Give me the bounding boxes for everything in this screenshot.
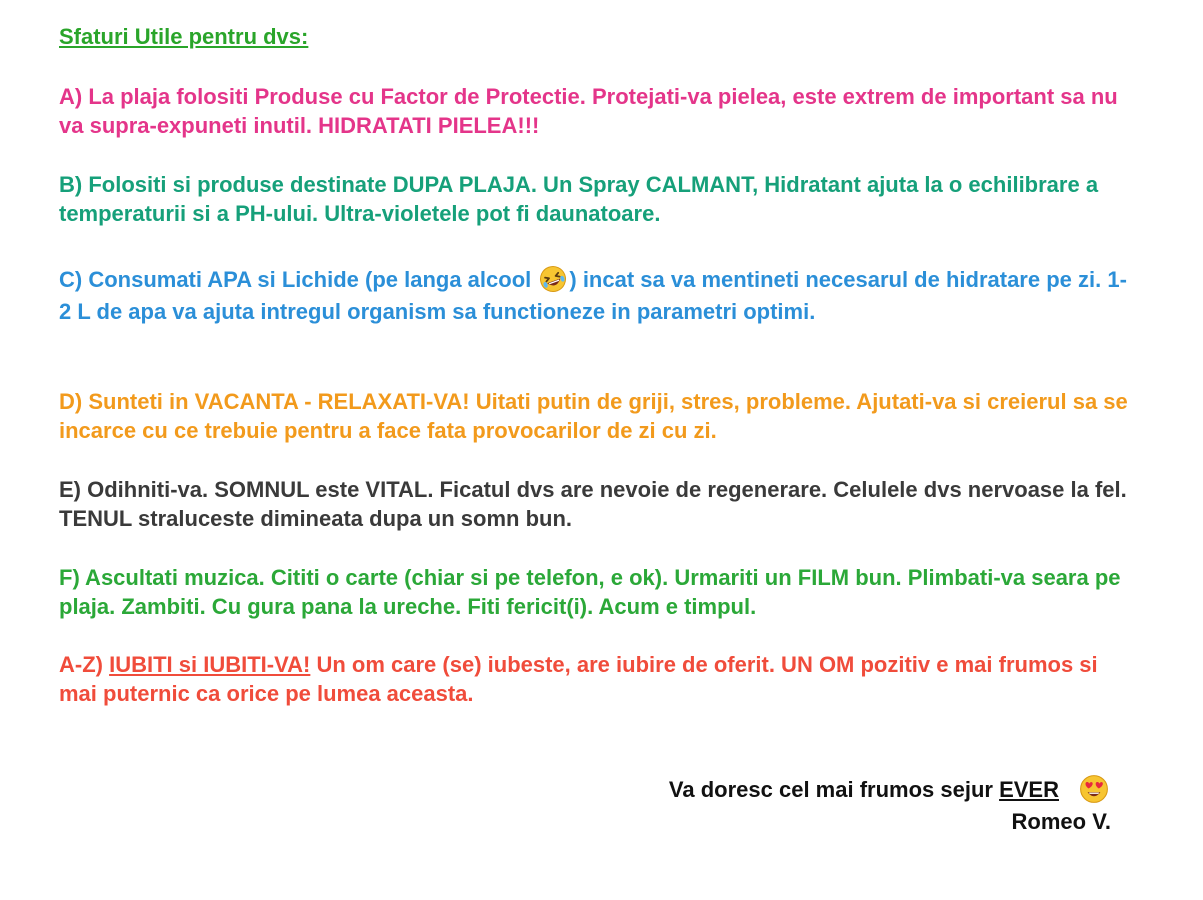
- tip-c-text-start: C) Consumati APA si Lichide (pe langa alcool: [59, 267, 538, 292]
- signature-ever-text: EVER: [999, 777, 1059, 802]
- tip-a-paragraph: A) La plaja folositi Produse cu Factor de Protectie. Protejati-va pielea, este extrem de important sa nu va supra-expuneti inutil. HIDRATATI PIELEA!!!: [59, 84, 1118, 138]
- page-title: Sfaturi Utile pentru dvs:: [59, 24, 309, 49]
- tip-c-text-end: ) incat sa va mentineti necesarul de hidratare pe zi. 1-2 L de apa va ajuta intregul organism sa functioneze in parametri optimi.: [59, 267, 1127, 324]
- signature-wish-text: Va doresc cel mai frumos sejur: [668, 777, 1000, 802]
- tip-f-paragraph: F) Ascultati muzica. Cititi o carte (chiar si pe telefon, e ok). Urmariti un FILM bun. Plimbati-va seara pe plaja. Zambiti. Cu gura pana la ureche. Fiti fericit(i). Acum e timpul.: [59, 565, 1121, 619]
- tip-az-prefix: A-Z): [59, 652, 110, 677]
- tip-az-text: Un om care (se) iubeste, are iubire de oferit. UN OM pozitiv e mai frumos si mai puternic ca orice pe lumea aceasta.: [59, 652, 1098, 706]
- tip-b-paragraph: B) Folositi si produse destinate DUPA PLAJA. Un Spray CALMANT, Hidratant ajuta la o echilibrare a temperaturii si a PH-ului. Ultra-violetele pot fi daunatoare.: [59, 172, 1099, 226]
- tip-c-paragraph: [59, 264, 1129, 327]
- heart-eyes-emoji-icon: [1079, 774, 1109, 804]
- tip-e-paragraph: E) Odihniti-va. SOMNUL este VITAL. Ficatul dvs are nevoie de regenerare. Celulele dvs nervoase la fel. TENUL straluceste dimineata dupa un somn bun.: [59, 477, 1127, 531]
- tip-az-paragraph: [59, 650, 1129, 708]
- signature-line: [411, 774, 1111, 804]
- laughing-emoji-icon: [539, 265, 567, 293]
- tip-d-paragraph: D) Sunteti in VACANTA - RELAXATI-VA! Uitati putin de griji, stres, probleme. Ajutati-va si creierul sa se incarce cu ce trebuie pentru a face fata provocarilor de zi cu zi.: [59, 389, 1128, 443]
- signature-author: Romeo V.: [1011, 809, 1111, 834]
- tip-az-highlight: IUBITI si IUBITI-VA!: [109, 652, 311, 677]
